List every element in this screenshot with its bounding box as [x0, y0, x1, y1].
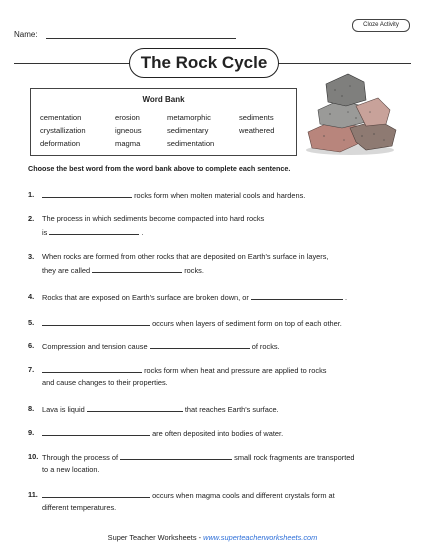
answer-blank[interactable] — [251, 292, 343, 300]
question-number: 7. — [28, 365, 35, 374]
question-text — [42, 318, 342, 329]
question-fragment: The process in which sediments become compacted into hard rocks — [42, 214, 265, 223]
question-number: 6. — [28, 341, 35, 350]
cloze-activity-badge: Cloze Activity — [352, 19, 410, 32]
word-bank-title: Word Bank — [142, 95, 185, 104]
question-number: 1. — [28, 190, 35, 199]
question-fragment: Compression and tension cause — [42, 342, 148, 351]
question-fragment: occurs when magma cools and different crystals form at — [152, 491, 335, 500]
question-text — [42, 265, 204, 276]
question-fragment: Through the process of — [42, 453, 119, 462]
rock-pile-image — [300, 70, 400, 156]
word-bank-word: sedimentation — [167, 139, 215, 148]
answer-blank[interactable] — [42, 365, 142, 373]
question-fragment: and cause changes to their properties. — [42, 378, 168, 387]
instructions: Choose the best word from the word bank above to complete each sentence. — [28, 164, 291, 173]
question-text — [42, 252, 329, 262]
word-bank-word: crystallization — [40, 126, 86, 135]
question-fragment: different temperatures. — [42, 503, 117, 512]
question-fragment: to a new location. — [42, 465, 100, 474]
answer-blank[interactable] — [42, 428, 150, 436]
question-number: 2. — [28, 214, 35, 223]
question-number: 9. — [28, 428, 35, 437]
question-fragment: rocks form when heat and pressure are applied to rocks — [144, 366, 327, 375]
word-bank-word: metamorphic — [167, 113, 211, 122]
question-fragment: of rocks. — [251, 342, 280, 351]
question-fragment: is — [42, 228, 48, 237]
answer-blank[interactable] — [87, 404, 183, 412]
question-fragment: . — [141, 228, 144, 237]
word-bank-word: deformation — [40, 139, 81, 148]
question-text — [42, 465, 100, 475]
question-fragment: . — [344, 293, 348, 302]
question-text — [42, 292, 347, 303]
question-text — [42, 365, 326, 376]
question-number: 3. — [28, 252, 35, 261]
question-number: 10. — [28, 452, 39, 461]
question-text — [42, 214, 264, 224]
answer-blank[interactable] — [42, 190, 132, 198]
answer-blank[interactable] — [49, 227, 139, 235]
question-text — [42, 503, 116, 513]
footer-brand: Super Teacher Worksheets - — [107, 533, 204, 542]
footer — [0, 533, 425, 542]
question-fragment: occurs when layers of sediment form on top of each other. — [152, 319, 342, 328]
question-fragment: When rocks are formed from other rocks that are deposited on Earth's surface in layers, — [42, 252, 329, 261]
question-fragment: Lava is liquid — [42, 405, 85, 414]
word-bank-word: magma — [115, 139, 141, 148]
question-fragment: are often deposited into bodies of water. — [152, 429, 284, 438]
word-bank-word: sediments — [239, 113, 274, 122]
question-text — [42, 452, 355, 463]
page-title: The Rock Cycle — [129, 48, 279, 78]
question-text — [42, 490, 335, 501]
question-number: 4. — [28, 292, 35, 301]
answer-blank[interactable] — [150, 341, 250, 349]
question-fragment: rocks. — [184, 266, 204, 275]
question-fragment: that reaches Earth's surface. — [184, 405, 279, 414]
answer-blank[interactable] — [42, 490, 150, 498]
word-bank-word: igneous — [115, 126, 142, 135]
name-field[interactable] — [46, 38, 236, 39]
answer-blank[interactable] — [42, 318, 150, 326]
word-bank-word: sedimentary — [167, 126, 209, 135]
footer-url[interactable]: www.superteacherworksheets.com — [203, 533, 318, 542]
question-text — [42, 404, 279, 415]
question-text — [42, 428, 283, 439]
question-number: 11. — [28, 490, 38, 499]
word-bank-word: weathered — [239, 126, 275, 135]
question-number: 5. — [28, 318, 35, 327]
question-text — [42, 227, 144, 238]
question-fragment: they are called — [42, 266, 91, 275]
name-label: Name: — [14, 30, 38, 39]
question-text — [42, 190, 305, 201]
question-text — [42, 378, 168, 388]
answer-blank[interactable] — [92, 265, 182, 273]
question-fragment: rocks form when molten material cools and hardens. — [134, 191, 306, 200]
question-fragment: Rocks that are exposed on Earth's surface are broken down, or — [42, 293, 249, 302]
question-number: 8. — [28, 404, 35, 413]
question-fragment: small rock fragments are transported — [234, 453, 355, 462]
answer-blank[interactable] — [120, 452, 232, 460]
word-bank-word: erosion — [115, 113, 140, 122]
word-bank-word: cementation — [40, 113, 82, 122]
question-text — [42, 341, 280, 352]
word-bank — [30, 88, 297, 156]
